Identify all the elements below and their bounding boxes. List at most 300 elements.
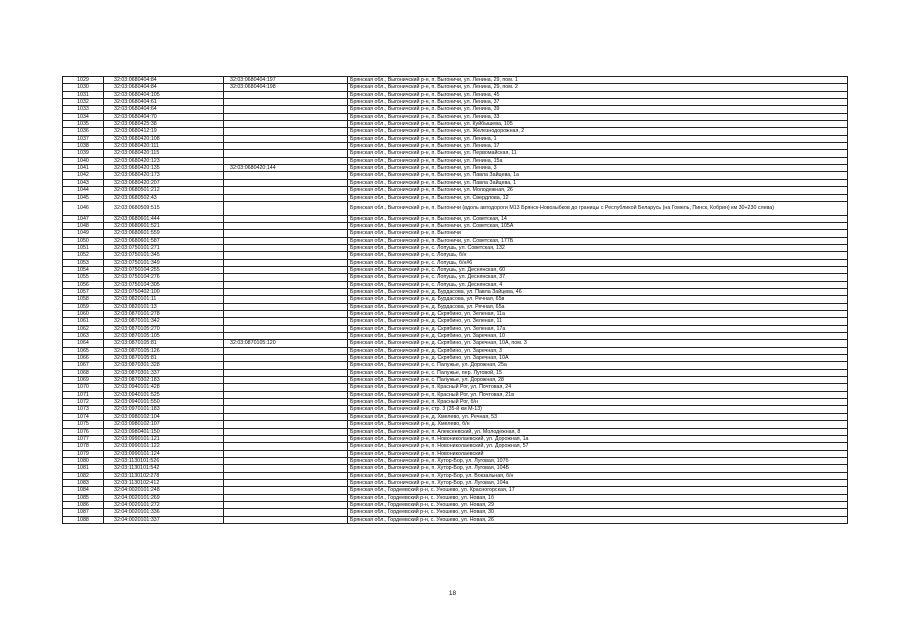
row-number: 1076: [63, 428, 104, 435]
row-number: 1053: [63, 259, 104, 266]
table-row: [63, 237, 848, 244]
table-row: [63, 99, 848, 106]
table-row: [63, 288, 848, 295]
address: Брянская обл., Гордеевский р-н, с. Уношево, ул. Новая, 1б: [348, 494, 848, 501]
table-row: [63, 121, 848, 128]
row-number: 1040: [63, 157, 104, 164]
address: Брянская обл., Выгоничский р-н, п. Выгоничи, ул. Ленина, 17: [348, 143, 848, 150]
address: Брянская обл., Гордеевский р-н, с. Уношево, ул. Новая, 26: [348, 516, 848, 523]
room-cadastral-number: [224, 99, 348, 106]
room-cadastral-number: 32:03:0680404:198: [224, 84, 348, 91]
room-cadastral-number: [224, 259, 348, 266]
row-number: 1085: [63, 494, 104, 501]
row-number: 1038: [63, 143, 104, 150]
table-row: [63, 296, 848, 303]
row-number: 1041: [63, 165, 104, 172]
table-row: [63, 428, 848, 435]
row-number: 1087: [63, 509, 104, 516]
address: Брянская обл., Выгоничский р-н, п. Выгоничи, ул. Павла Зайцева, 1а: [348, 172, 848, 179]
row-number: 1084: [63, 487, 104, 494]
cadastral-number: 32:03:0680501:212: [104, 187, 224, 194]
address: Брянская обл., Выгоничский р-н, п. Выгоничи, ул. Павла Зайцева, 1: [348, 179, 848, 186]
room-cadastral-number: [224, 274, 348, 281]
cadastral-number: 32:03:0680502:43: [104, 194, 224, 201]
table-row: [63, 187, 848, 194]
cadastral-number: 32:03:0680420:123: [104, 157, 224, 164]
cadastral-number: 32:03:0980401:150: [104, 428, 224, 435]
table-row: [63, 230, 848, 237]
row-number: 1064: [63, 340, 104, 347]
address: Брянская обл., Выгоничский р-н, п. Хутор-Бор, ул. Вокзальная, б/н: [348, 472, 848, 479]
cadastral-number: 32:03:0680420:135: [104, 165, 224, 172]
room-cadastral-number: [224, 479, 348, 486]
room-cadastral-number: [224, 494, 348, 501]
room-cadastral-number: [224, 384, 348, 391]
cadastral-number: 32:03:0940101:525: [104, 391, 224, 398]
row-number: 1048: [63, 222, 104, 229]
cadastral-number: 32:04:0020101:272: [104, 501, 224, 508]
row-number: 1059: [63, 303, 104, 310]
cadastral-number: 32:03:0980102:104: [104, 413, 224, 420]
row-number: 1057: [63, 288, 104, 295]
room-cadastral-number: [224, 421, 348, 428]
room-cadastral-number: [224, 157, 348, 164]
row-number: 1074: [63, 413, 104, 420]
room-cadastral-number: [224, 487, 348, 494]
room-cadastral-number: [224, 450, 348, 457]
row-number: 1044: [63, 187, 104, 194]
room-cadastral-number: [224, 187, 348, 194]
cadastral-number: 32:03:0750101:271: [104, 244, 224, 251]
room-cadastral-number: [224, 113, 348, 120]
table-row: [63, 201, 848, 215]
row-number: 1077: [63, 435, 104, 442]
address: Брянская обл., Выгоничский р-н, с. Лопушь, б/н#6: [348, 259, 848, 266]
room-cadastral-number: [224, 194, 348, 201]
row-number: 1062: [63, 325, 104, 332]
table-row: [63, 479, 848, 486]
room-cadastral-number: [224, 457, 348, 464]
row-number: 1081: [63, 465, 104, 472]
address: Брянская обл., Выгоничский р-н, п. Выгоничи, ул. Ленина, 29, пом. 1: [348, 77, 848, 84]
address: Брянская обл., Выгоничский р-н, п. Выгоничи, ул. Железнодорожная, 2: [348, 128, 848, 135]
cadastral-number: 32:03:0680404:84: [104, 84, 224, 91]
row-number: 1047: [63, 215, 104, 222]
table-row: [63, 347, 848, 354]
table-row: [63, 113, 848, 120]
row-number: 1073: [63, 406, 104, 413]
address: Брянская обл., Выгоничский р-н, п. Хутор-Бор, ул. Луговая, 104а: [348, 479, 848, 486]
address: Брянская обл., Выгоничский р-н, п. Хутор-Бор, ул. Луговая, 107б: [348, 457, 848, 464]
room-cadastral-number: [224, 318, 348, 325]
row-number: 1033: [63, 106, 104, 113]
table-body: [63, 77, 848, 524]
row-number: 1029: [63, 77, 104, 84]
room-cadastral-number: [224, 121, 348, 128]
address: Брянская обл., Выгоничский р-н, п. Выгоничи, ул. Ленина, 39: [348, 106, 848, 113]
room-cadastral-number: [224, 399, 348, 406]
cadastral-number: 32:03:0870302:183: [104, 377, 224, 384]
cadastral-number: 32:03:0680509:515: [104, 201, 224, 215]
room-cadastral-number: [224, 106, 348, 113]
cadastral-number: 32:03:0680420:111: [104, 143, 224, 150]
cadastral-number: 32:03:0680420:115: [104, 150, 224, 157]
room-cadastral-number: [224, 465, 348, 472]
table-row: [63, 84, 848, 91]
table-row: [63, 340, 848, 347]
cadastral-number: 32:03:1130101:542: [104, 465, 224, 472]
cadastral-number: 32:03:0870105:81: [104, 340, 224, 347]
room-cadastral-number: [224, 435, 348, 442]
address: Брянская обл., Выгоничский р-н, д. Хмелево, ул. Речная, 53: [348, 413, 848, 420]
room-cadastral-number: [224, 413, 348, 420]
table-row: [63, 91, 848, 98]
row-number: 1035: [63, 121, 104, 128]
address: Брянская обл., Выгоничский р-н, д. Бурдасова, ул. Речная, 65а: [348, 303, 848, 310]
room-cadastral-number: [224, 355, 348, 362]
table-row: [63, 399, 848, 406]
address: Брянская обл., Выгоничский р-н, д. Скрябино, ул. Зеленая, 11а: [348, 311, 848, 318]
table-row: [63, 443, 848, 450]
room-cadastral-number: [224, 509, 348, 516]
row-number: 1050: [63, 237, 104, 244]
row-number: 1078: [63, 443, 104, 450]
table-row: [63, 311, 848, 318]
table-row: [63, 333, 848, 340]
row-number: 1054: [63, 266, 104, 273]
address: Брянская обл., Выгоничский р-н, п. Выгоничи, ул. Советская, 14: [348, 215, 848, 222]
row-number: 1042: [63, 172, 104, 179]
cadastral-number: 32:03:0980102:107: [104, 421, 224, 428]
table-row: [63, 391, 848, 398]
table-row: [63, 157, 848, 164]
row-number: 1030: [63, 84, 104, 91]
room-cadastral-number: [224, 347, 348, 354]
address: Брянская обл., Выгоничский р-н, п. Новониколаевский, ул. Дорожная, 1а: [348, 435, 848, 442]
room-cadastral-number: [224, 325, 348, 332]
table-row: [63, 143, 848, 150]
row-number: 1083: [63, 479, 104, 486]
table-row: [63, 421, 848, 428]
table-row: [63, 194, 848, 201]
table-row: [63, 179, 848, 186]
room-cadastral-number: [224, 150, 348, 157]
row-number: 1036: [63, 128, 104, 135]
cadastral-number: 32:03:1130101:526: [104, 457, 224, 464]
table-row: [63, 413, 848, 420]
cadastral-number: 32:03:0990101:121: [104, 435, 224, 442]
cadastral-number: 32:03:0680404:105: [104, 91, 224, 98]
cadastral-number: 32:03:0680404:84: [104, 77, 224, 84]
row-number: 1046: [63, 201, 104, 215]
row-number: 1052: [63, 252, 104, 259]
table-row: [63, 516, 848, 523]
cadastral-number: 32:03:0990101:122: [104, 443, 224, 450]
row-number: 1034: [63, 113, 104, 120]
room-cadastral-number: [224, 201, 348, 215]
address: Брянская обл., Выгоничский р-н, д. Скрябино, ул. Зеленая, 17а: [348, 325, 848, 332]
cadastral-number: 32:03:1130102:412: [104, 479, 224, 486]
table-row: [63, 435, 848, 442]
address: Брянская обл., Выгоничский р-н, с. Лопушь, ул. Советская, 132: [348, 244, 848, 251]
room-cadastral-number: [224, 333, 348, 340]
table-row: [63, 472, 848, 479]
room-cadastral-number: [224, 472, 348, 479]
address: Брянская обл., Выгоничский р-н, п. Выгоничи, ул. Первомайская, 11: [348, 150, 848, 157]
cadastral-number: 32:04:0020101:336: [104, 509, 224, 516]
cadastral-number: 32:03:1130102:278: [104, 472, 224, 479]
row-number: 1080: [63, 457, 104, 464]
cadastral-number: 32:03:0680420:207: [104, 179, 224, 186]
table-row: [63, 369, 848, 376]
cadastral-number: 32:03:0870105:270: [104, 325, 224, 332]
address: Брянская обл., Выгоничский р-н, с. Лопушь, б/н: [348, 252, 848, 259]
cadastral-number: 32:03:0870105:126: [104, 347, 224, 354]
row-number: 1079: [63, 450, 104, 457]
room-cadastral-number: [224, 222, 348, 229]
room-cadastral-number: [224, 244, 348, 251]
room-cadastral-number: [224, 91, 348, 98]
address: Брянская обл., Выгоничский р-н, д. Скрябино, ул. Заречная, 10А: [348, 355, 848, 362]
row-number: 1037: [63, 135, 104, 142]
table-row: [63, 266, 848, 273]
room-cadastral-number: [224, 172, 348, 179]
table-row: [63, 165, 848, 172]
room-cadastral-number: 32:03:0680420:144: [224, 165, 348, 172]
address: Брянская обл., Выгоничский р-н, д. Бурдасова, ул. Павла Зайцева, 46: [348, 288, 848, 295]
cadastral-number: 32:03:0750104:276: [104, 274, 224, 281]
room-cadastral-number: [224, 230, 348, 237]
property-table: [62, 76, 848, 524]
cadastral-number: 32:03:0750104:305: [104, 281, 224, 288]
room-cadastral-number: 32:03:0870105:120: [224, 340, 348, 347]
room-cadastral-number: [224, 303, 348, 310]
page-number: 18: [448, 590, 457, 597]
address: Брянская обл., Выгоничский р-н, д. Бурдасова, ул. Речная, 65в: [348, 296, 848, 303]
address: Брянская обл., Выгоничский р-н, п. Выгоничи, ул. Ленина, 45: [348, 91, 848, 98]
address: Брянская обл., Выгоничский р-н, п. Выгоничи, ул. Ленина, 15а: [348, 157, 848, 164]
room-cadastral-number: [224, 311, 348, 318]
cadastral-number: 32:03:0680404:64: [104, 106, 224, 113]
cadastral-number: 32:03:0680601:444: [104, 215, 224, 222]
room-cadastral-number: [224, 266, 348, 273]
row-number: 1039: [63, 150, 104, 157]
cadastral-number: 32:03:0940101:550: [104, 399, 224, 406]
address: Брянская обл., Выгоничский р-н, д. Хмелево, б/н: [348, 421, 848, 428]
address: Брянская обл., Выгоничский р-н, с. Лопушь, ул. Деснянская, 4: [348, 281, 848, 288]
table-row: [63, 384, 848, 391]
cadastral-number: 32:03:0870301:328: [104, 362, 224, 369]
table-row: [63, 465, 848, 472]
cadastral-number: 32:03:0680404:61: [104, 99, 224, 106]
address: Брянская обл., Выгоничский р-н, п. Хутор-Бор, ул. Луговая, 104Б: [348, 465, 848, 472]
table-row: [63, 355, 848, 362]
room-cadastral-number: [224, 391, 348, 398]
cadastral-number: 32:03:0680404:70: [104, 113, 224, 120]
table-row: [63, 128, 848, 135]
room-cadastral-number: [224, 369, 348, 376]
row-number: 1056: [63, 281, 104, 288]
address: Брянская обл., Выгоничский р-н, п. Выгоничи (вдоль автодороги М13 Брянск-Новозыбков до границы с Республикой Беларусь (на Гомель, Пинск, Кобрин) км 30+230 слева): [348, 201, 848, 215]
table-row: [63, 215, 848, 222]
cadastral-number: 32:03:0870301:337: [104, 369, 224, 376]
table-row: [63, 325, 848, 332]
cadastral-number: 32:03:0990101:124: [104, 450, 224, 457]
room-cadastral-number: [224, 377, 348, 384]
table-row: [63, 244, 848, 251]
cadastral-number: 32:03:0870101:278: [104, 311, 224, 318]
address: Брянская обл., Выгоничский р-н, п. Выгоничи, ул. Молодежная, 26: [348, 187, 848, 194]
table-row: [63, 222, 848, 229]
table-row: [63, 362, 848, 369]
cadastral-number: 32:03:0820101:13: [104, 303, 224, 310]
row-number: 1051: [63, 244, 104, 251]
cadastral-number: 32:03:0680601:559: [104, 230, 224, 237]
cadastral-number: 32:03:0750101:345: [104, 252, 224, 259]
table-row: [63, 150, 848, 157]
cadastral-number: 32:03:0870105:81: [104, 355, 224, 362]
address: Брянская обл., Выгоничский р-н, п. Новониколаевский: [348, 450, 848, 457]
cadastral-number: 32:04:0020101:248: [104, 487, 224, 494]
room-cadastral-number: [224, 135, 348, 142]
table-row: [63, 303, 848, 310]
room-cadastral-number: [224, 179, 348, 186]
cadastral-number: 32:04:0020101:269: [104, 494, 224, 501]
row-number: 1060: [63, 311, 104, 318]
cadastral-number: 32:03:0680412:19: [104, 128, 224, 135]
row-number: 1058: [63, 296, 104, 303]
row-number: 1070: [63, 384, 104, 391]
room-cadastral-number: [224, 296, 348, 303]
address: Брянская обл., Выгоничский р-н, п. Алексеевский, ул. Молодежная, 8: [348, 428, 848, 435]
address: Брянская обл., Выгоничский р-н, с. Палужье, пер. Луговой, 15: [348, 369, 848, 376]
document-page: [62, 76, 847, 524]
address: Брянская обл., Выгоничский р-н, п. Красный Рог, ул. Почтовая, 21в: [348, 391, 848, 398]
table-row: [63, 487, 848, 494]
room-cadastral-number: [224, 143, 348, 150]
room-cadastral-number: [224, 288, 348, 295]
address: Брянская обл., Выгоничский р-н, п. Выгоничи, ул. Ленина, 3: [348, 165, 848, 172]
address: Брянская обл., Выгоничский р-н, д. Скрябино, ул. Заречная, 10: [348, 333, 848, 340]
cadastral-number: 32:03:0680425:38: [104, 121, 224, 128]
cadastral-number: 32:03:0820101:11: [104, 296, 224, 303]
room-cadastral-number: [224, 501, 348, 508]
address: Брянская обл., Выгоничский р-н, п. Выгоничи, ул. Советская, 177Б: [348, 237, 848, 244]
table-row: [63, 457, 848, 464]
cadastral-number: 32:03:0680420:173: [104, 172, 224, 179]
table-row: [63, 252, 848, 259]
row-number: 1072: [63, 399, 104, 406]
row-number: 1071: [63, 391, 104, 398]
address: Брянская обл., Выгоничский р-н, п. Выгоничи, ул. Ленина, 33: [348, 113, 848, 120]
table-row: [63, 106, 848, 113]
table-row: [63, 509, 848, 516]
room-cadastral-number: [224, 406, 348, 413]
row-number: 1069: [63, 377, 104, 384]
address: Брянская обл., Выгоничский р-н, с. Лопушь, ул. Деснянская, 60: [348, 266, 848, 273]
cadastral-number: 32:04:0020101:337: [104, 516, 224, 523]
address: Брянская обл., Выгоничский р-н, с. Палужье, ул. Дорожная, 28: [348, 377, 848, 384]
cadastral-number: 32:03:0680601:587: [104, 237, 224, 244]
table-row: [63, 274, 848, 281]
cadastral-number: 32:03:0750104:255: [104, 266, 224, 273]
room-cadastral-number: [224, 362, 348, 369]
room-cadastral-number: [224, 215, 348, 222]
room-cadastral-number: [224, 428, 348, 435]
row-number: 1043: [63, 179, 104, 186]
row-number: 1045: [63, 194, 104, 201]
table-row: [63, 318, 848, 325]
table-row: [63, 377, 848, 384]
address: Брянская обл., Выгоничский р-н, п. Выгоничи, ул. Ленина, 1: [348, 135, 848, 142]
row-number: 1075: [63, 421, 104, 428]
address: Брянская обл., Выгоничский р-н, д. Скрябино, ул. Заречная, 10А, пом. 3: [348, 340, 848, 347]
cadastral-number: 32:03:0750101:349: [104, 259, 224, 266]
address: Брянская обл., Гордеевский р-н, с. Уношево, ул. Красногорская, 17: [348, 487, 848, 494]
table-row: [63, 172, 848, 179]
address: Брянская обл., Выгоничский р-н, стр. 3 (35-й км М-13): [348, 406, 848, 413]
row-number: 1067: [63, 362, 104, 369]
cadastral-number: 32:03:0750402:100: [104, 288, 224, 295]
table-row: [63, 135, 848, 142]
cadastral-number: 32:03:0680601:521: [104, 222, 224, 229]
table-row: [63, 259, 848, 266]
table-row: [63, 450, 848, 457]
cadastral-number: 32:03:0870101:342: [104, 318, 224, 325]
address: Брянская обл., Гордеевский р-н, с. Уношево, ул. Новая, 30: [348, 509, 848, 516]
address: Брянская обл., Выгоничский р-н, с. Палужье, ул. Дорожная, 25а: [348, 362, 848, 369]
row-number: 1068: [63, 369, 104, 376]
room-cadastral-number: [224, 252, 348, 259]
address: Брянская обл., Выгоничский р-н, с. Лопушь, ул. Деснянская, 37: [348, 274, 848, 281]
room-cadastral-number: [224, 128, 348, 135]
address: Брянская обл., Выгоничский р-н, п. Выгоничи, ул. Ленина, 29, пом. 2: [348, 84, 848, 91]
room-cadastral-number: [224, 281, 348, 288]
room-cadastral-number: 32:03:0680404:197: [224, 77, 348, 84]
address: Брянская обл., Выгоничский р-н, д. Скрябино, ул. Зеленая, 11: [348, 318, 848, 325]
cadastral-number: 32:03:0870105:105: [104, 333, 224, 340]
table-row: [63, 494, 848, 501]
room-cadastral-number: [224, 516, 348, 523]
table-row: [63, 501, 848, 508]
row-number: 1061: [63, 318, 104, 325]
address: Брянская обл., Выгоничский р-н, п. Выгоничи, ул. Свердлова, 12: [348, 194, 848, 201]
address: Брянская обл., Выгоничский р-н, п. Красный Рог, ул. Почтовая, 24: [348, 384, 848, 391]
row-number: 1066: [63, 355, 104, 362]
table-row: [63, 406, 848, 413]
row-number: 1065: [63, 347, 104, 354]
row-number: 1032: [63, 99, 104, 106]
address: Брянская обл., Выгоничский р-н, п. Выгоничи, ул. Ленина, 37: [348, 99, 848, 106]
address: Брянская обл., Выгоничский р-н, п. Новониколаевский, ул. Дорожная, 57: [348, 443, 848, 450]
room-cadastral-number: [224, 237, 348, 244]
cadastral-number: 32:03:0680420:108: [104, 135, 224, 142]
address: Брянская обл., Выгоничский р-н, п. Выгоничи: [348, 230, 848, 237]
address: Брянская обл., Выгоничский р-н, п. Красный Рог, б/н: [348, 399, 848, 406]
table-row: [63, 77, 848, 84]
cadastral-number: 32:03:0940101:428: [104, 384, 224, 391]
row-number: 1055: [63, 274, 104, 281]
address: Брянская обл., Выгоничский р-н, п. Выгоничи, ул. Куйбышева, 105: [348, 121, 848, 128]
address: Брянская обл., Выгоничский р-н, п. Выгоничи, ул. Советская, 105А: [348, 222, 848, 229]
address: Брянская обл., Выгоничский р-н, д. Скрябино, ул. Заречная, 3: [348, 347, 848, 354]
room-cadastral-number: [224, 443, 348, 450]
row-number: 1088: [63, 516, 104, 523]
row-number: 1086: [63, 501, 104, 508]
row-number: 1063: [63, 333, 104, 340]
row-number: 1082: [63, 472, 104, 479]
cadastral-number: 32:03:0970101:183: [104, 406, 224, 413]
